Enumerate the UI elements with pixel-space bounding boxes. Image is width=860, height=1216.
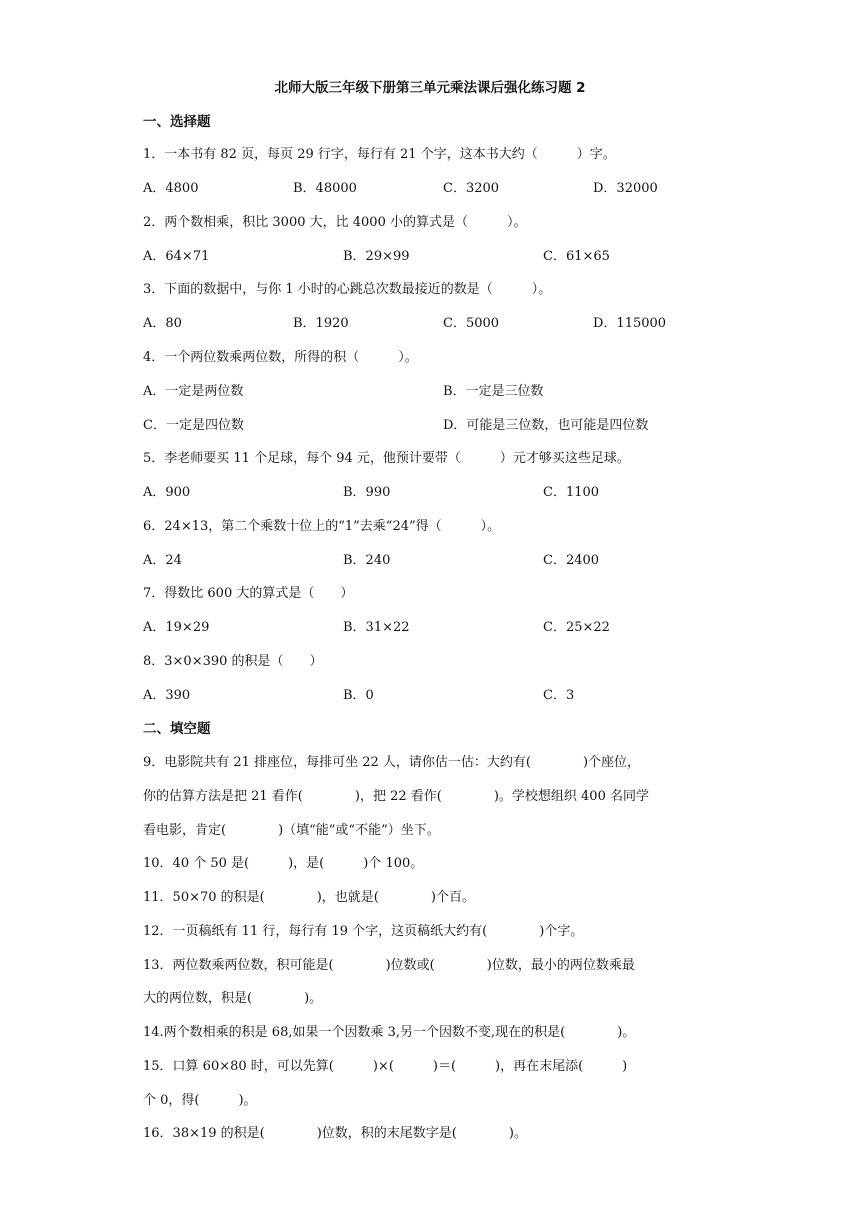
question-7: 7．得数比 600 大的算式是（ ） — [143, 586, 354, 601]
q4-option-d[interactable]: D．可能是三位数，也可能是四位数 — [443, 418, 649, 433]
q6-option-a[interactable]: A．24 — [143, 553, 182, 568]
question-13-line-2: 大的两位数，积是( )。 — [143, 991, 323, 1006]
question-9-line-1: 9．电影院共有 21 排座位，每排可坐 22 人，请你估一估：大约有( )个座位， — [143, 755, 641, 770]
q3-option-a[interactable]: A．80 — [143, 316, 182, 331]
question-4: 4．一个两位数乘两位数，所得的积（ ）。 — [143, 350, 418, 365]
q2-option-b[interactable]: B．29×99 — [343, 249, 410, 264]
q3-option-c[interactable]: C．5000 — [443, 316, 500, 331]
section-heading-choice: 一、选择题 — [143, 114, 211, 130]
q5-option-c[interactable]: C．1100 — [543, 485, 600, 500]
question-16: 16．38×19 的积是( )位数，积的末尾数字是( )。 — [143, 1126, 527, 1141]
question-6: 6．24×13，第二个乘数十位上的“1”去乘“24”得（ ）。 — [143, 519, 501, 534]
question-9-line-3: 看电影，肯定( )（填“能”或“不能”）坐下。 — [143, 823, 440, 838]
question-8: 8．3×0×390 的积是（ ） — [143, 654, 323, 669]
question-10: 10．40 个 50 是( )，是( )个 100。 — [143, 856, 424, 871]
q3-option-b[interactable]: B．1920 — [293, 316, 349, 331]
q1-option-a[interactable]: A．4800 — [143, 181, 199, 196]
q4-option-a[interactable]: A．一定是两位数 — [143, 384, 244, 399]
q1-option-c[interactable]: C．3200 — [443, 181, 500, 196]
q8-option-c[interactable]: C．3 — [543, 688, 575, 703]
question-3: 3．下面的数据中，与你 1 小时的心跳总次数最接近的数是（ ）。 — [143, 282, 552, 297]
question-15-line-1: 15．口算 60×80 时，可以先算( )×( )＝( )，再在末尾添( ) — [143, 1059, 628, 1074]
section-heading-fill: 二、填空题 — [143, 721, 211, 737]
question-11: 11．50×70 的积是( )，也就是( )个百。 — [143, 890, 475, 905]
question-1: 1．一本书有 82 页，每页 29 行字，每行有 21 个字，这本书大约（ ）字。 — [143, 147, 616, 162]
q4-option-c[interactable]: C．一定是四位数 — [143, 418, 244, 433]
question-5: 5．李老师要买 11 个足球，每个 94 元，他预计要带（ ）元才够买这些足球。 — [143, 451, 630, 466]
q5-option-b[interactable]: B．990 — [343, 485, 391, 500]
q6-option-c[interactable]: C．2400 — [543, 553, 600, 568]
q7-option-c[interactable]: C．25×22 — [543, 620, 610, 635]
q2-option-c[interactable]: C．61×65 — [543, 249, 610, 264]
q7-option-a[interactable]: A．19×29 — [143, 620, 210, 635]
q5-option-a[interactable]: A．900 — [143, 485, 191, 500]
q6-option-b[interactable]: B．240 — [343, 553, 391, 568]
question-14: 14.两个数相乘的积是 68,如果一个因数乘 3,另一个因数不变,现在的积是( )。 — [143, 1025, 636, 1040]
page-title: 北师大版三年级下册第三单元乘法课后强化练习题 2 — [274, 80, 586, 96]
q8-option-b[interactable]: B．0 — [343, 688, 374, 703]
question-2: 2．两个数相乘，积比 3000 大，比 4000 小的算式是（ ）。 — [143, 215, 527, 230]
q1-option-d[interactable]: D．32000 — [593, 181, 658, 196]
q2-option-a[interactable]: A．64×71 — [143, 249, 210, 264]
question-13-line-1: 13．两位数乘两位数，积可能是( )位数或( )位数，最小的两位数乘最 — [143, 958, 635, 973]
q3-option-d[interactable]: D．115000 — [593, 316, 667, 331]
q8-option-a[interactable]: A．390 — [143, 688, 191, 703]
q7-option-b[interactable]: B．31×22 — [343, 620, 410, 635]
q4-option-b[interactable]: B．一定是三位数 — [443, 384, 544, 399]
q1-option-b[interactable]: B．48000 — [293, 181, 357, 196]
question-9-line-2: 你的估算方法是把 21 看作( )，把 22 看作( )。学校想组织 400 名同学 — [143, 789, 649, 804]
question-15-line-2: 个 0，得( )。 — [143, 1093, 257, 1108]
question-12: 12．一页稿纸有 11 行，每行有 19 个字，这页稿纸大约有( )个字。 — [143, 924, 584, 939]
